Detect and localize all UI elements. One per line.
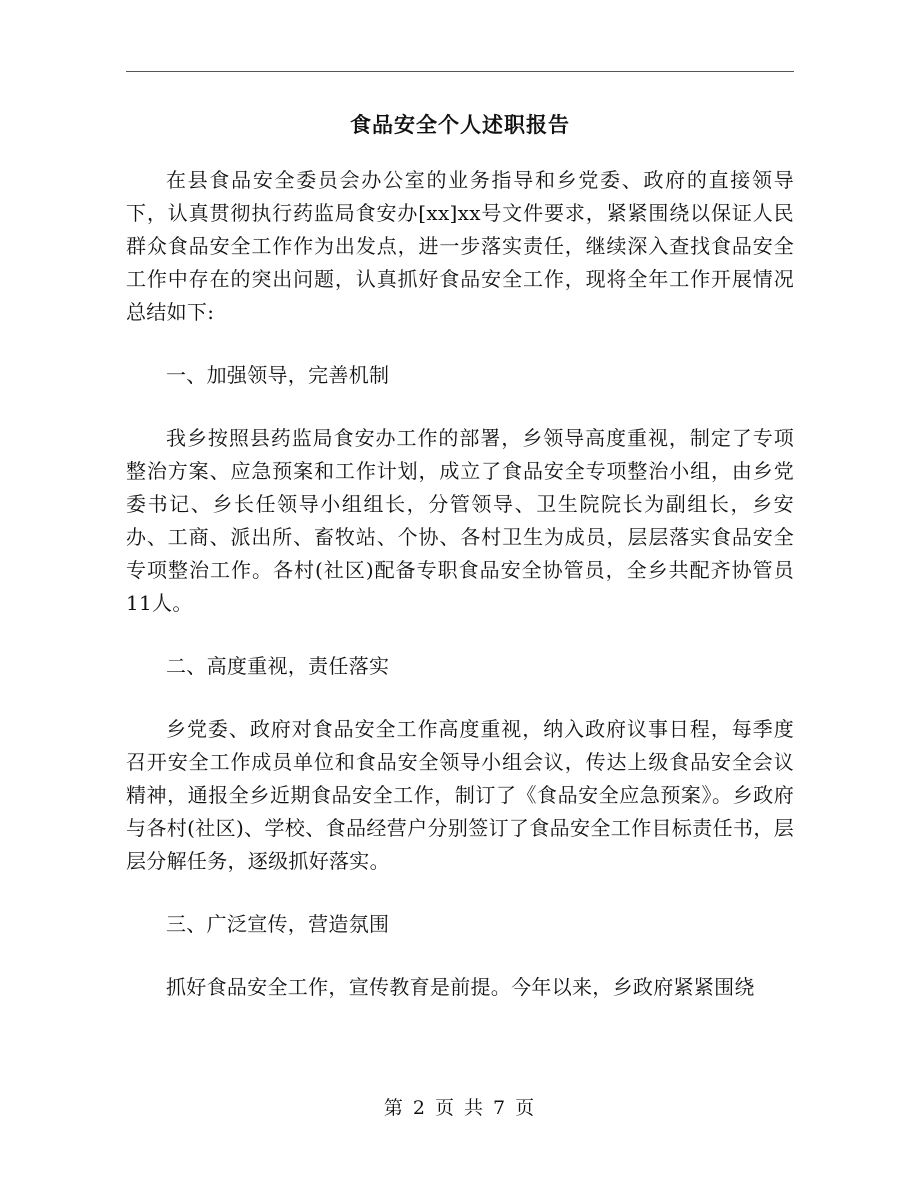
page-number-footer: 第 2 页 共 7 页	[383, 1097, 537, 1119]
section-3-heading: 三、广泛宣传，营造氛围	[166, 912, 390, 936]
section-1-paragraph: 我乡按照县药监局食安办工作的部署，乡领导高度重视，制定了专项整治方案、应急预案和工作计划，成立了食品安全专项整治小组，由乡党委书记、乡长任领导小组组长，分管领导、卫生院院长为副组长，乡安办、工商、派出所、畜牧站、个协、各村卫生为成员，层层落实食品安全专项整治工作。各村(社区)配备专职食品安全协管员，全乡共配齐协管员11人。	[126, 426, 794, 615]
intro-paragraph: 在县食品安全委员会办公室的业务指导和乡党委、政府的直接领导下，认真贯彻执行药监局食安办[xx]xx号文件要求，紧紧围绕以保证人民群众食品安全工作作为出发点，进一步落实责任，继续深入查找食品安全工作中存在的突出问题，认真抓好食品安全工作，现将全年工作开展情况总结如下:	[126, 168, 794, 324]
section-2-paragraph: 乡党委、政府对食品安全工作高度重视，纳入政府议事日程，每季度召开安全工作成员单位和食品安全领导小组会议，传达上级食品安全会议精神，通报全乡近期食品安全工作，制订了《食品安全应急预案》。乡政府与各村(社区)、学校、食品经营户分别签订了食品安全工作目标责任书，层层分解任务，逐级抓好落实。	[126, 717, 794, 873]
section-3-paragraph: 抓好食品安全工作，宣传教育是前提。今年以来，乡政府紧紧围绕	[166, 975, 755, 999]
page-title: 食品安全个人述职报告	[350, 112, 570, 137]
header-rule	[126, 71, 794, 72]
section-1-heading: 一、加强领导，完善机制	[166, 363, 390, 387]
document-body	[126, 164, 794, 1004]
section-2-heading: 二、高度重视，责任落实	[166, 654, 390, 678]
